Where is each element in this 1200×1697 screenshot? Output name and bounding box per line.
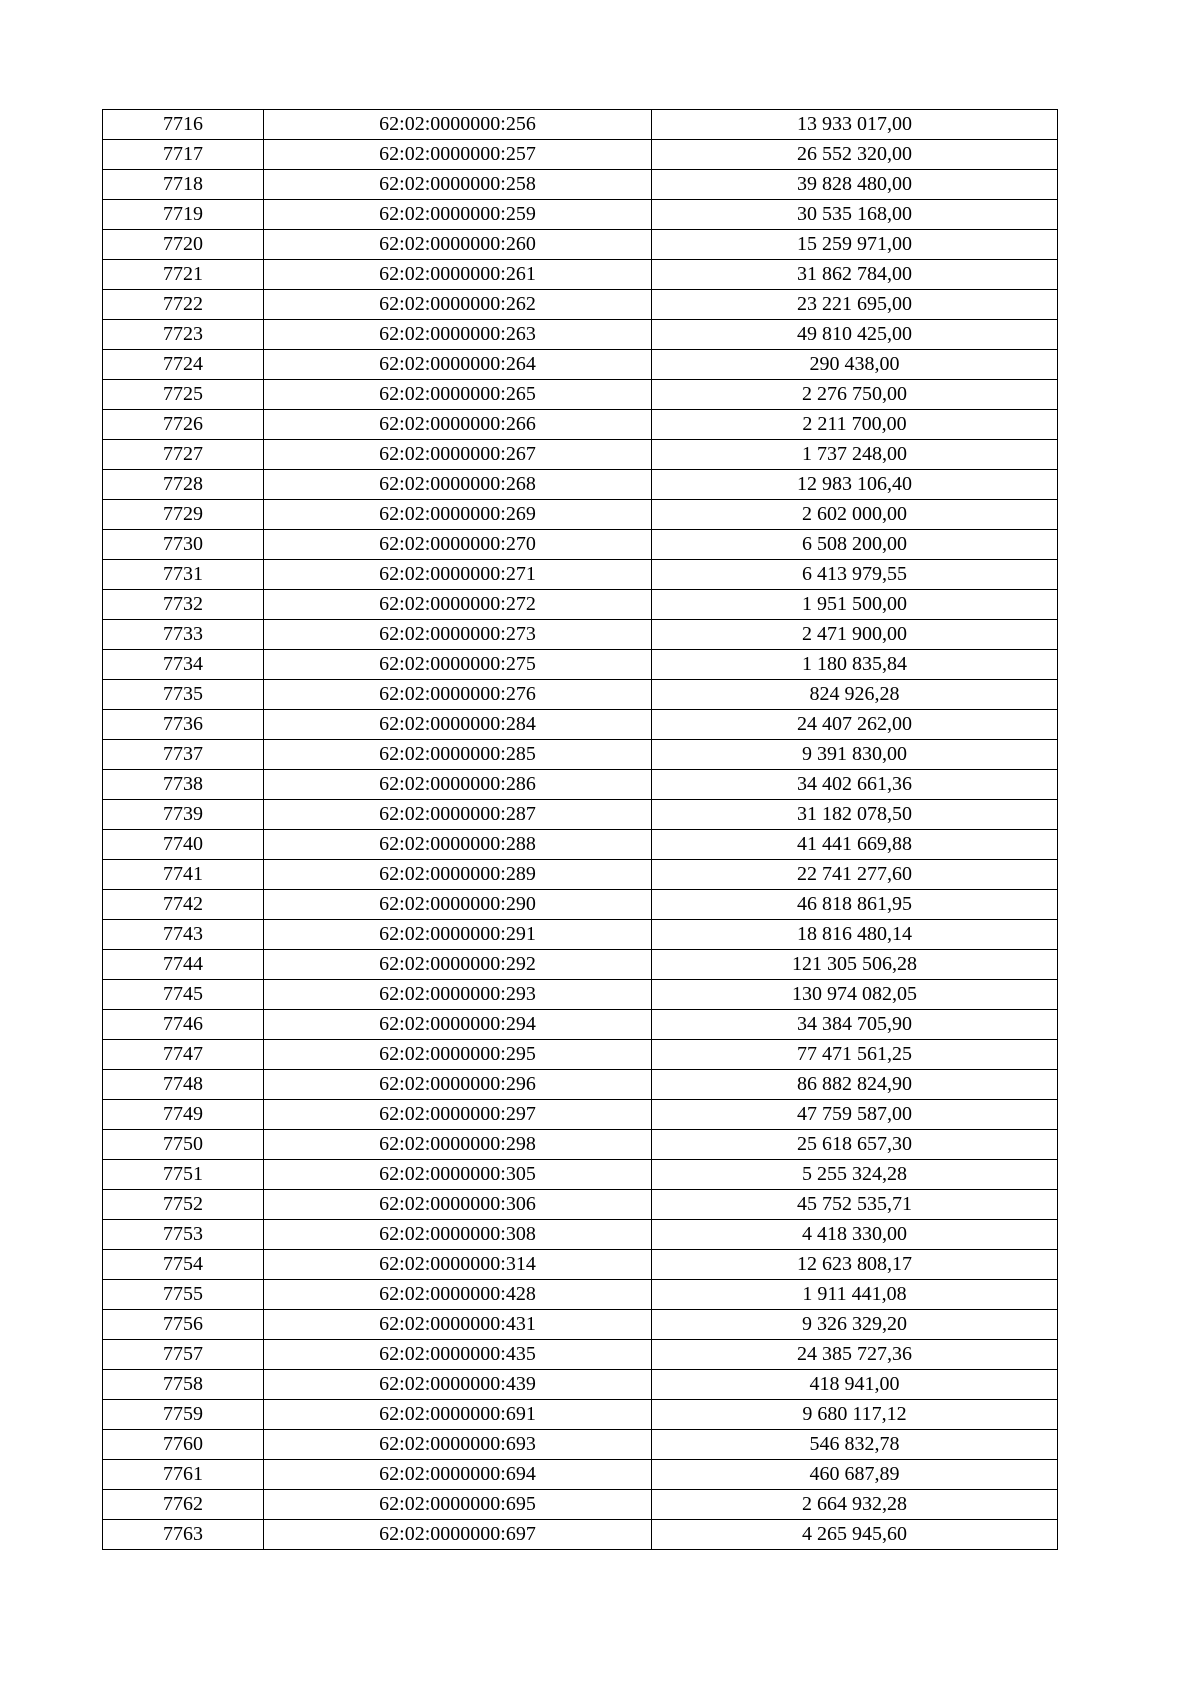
cadastral-value-cell: 9 680 117,12: [652, 1400, 1058, 1430]
cadastral-value-cell: 130 974 082,05: [652, 980, 1058, 1010]
cadastral-number-cell: 62:02:0000000:288: [264, 830, 652, 860]
cadastral-value-cell: 46 818 861,95: [652, 890, 1058, 920]
row-number-cell: 7729: [103, 500, 264, 530]
table-row: [103, 650, 1058, 680]
row-number-cell: 7725: [103, 380, 264, 410]
table-row: [103, 170, 1058, 200]
table-row: [103, 1190, 1058, 1220]
row-number-cell: 7728: [103, 470, 264, 500]
cadastral-number-cell: 62:02:0000000:269: [264, 500, 652, 530]
cadastral-number-cell: 62:02:0000000:291: [264, 920, 652, 950]
cadastral-value-cell: 1 951 500,00: [652, 590, 1058, 620]
cadastral-value-cell: 290 438,00: [652, 350, 1058, 380]
row-number-cell: 7746: [103, 1010, 264, 1040]
cadastral-number-cell: 62:02:0000000:272: [264, 590, 652, 620]
row-number-cell: 7750: [103, 1130, 264, 1160]
row-number-cell: 7742: [103, 890, 264, 920]
row-number-cell: 7717: [103, 140, 264, 170]
table-row: [103, 800, 1058, 830]
row-number-cell: 7749: [103, 1100, 264, 1130]
table-row: [103, 1100, 1058, 1130]
cadastral-value-cell: 34 402 661,36: [652, 770, 1058, 800]
row-number-cell: 7730: [103, 530, 264, 560]
cadastral-value-cell: 22 741 277,60: [652, 860, 1058, 890]
row-number-cell: 7719: [103, 200, 264, 230]
cadastral-value-cell: 86 882 824,90: [652, 1070, 1058, 1100]
row-number-cell: 7723: [103, 320, 264, 350]
table-row: [103, 590, 1058, 620]
cadastral-value-cell: 47 759 587,00: [652, 1100, 1058, 1130]
cadastral-number-cell: 62:02:0000000:259: [264, 200, 652, 230]
table-row: [103, 1160, 1058, 1190]
cadastral-value-cell: 24 385 727,36: [652, 1340, 1058, 1370]
cadastral-value-cell: 13 933 017,00: [652, 110, 1058, 140]
cadastral-value-cell: 18 816 480,14: [652, 920, 1058, 950]
table-row: [103, 680, 1058, 710]
cadastral-value-cell: 2 471 900,00: [652, 620, 1058, 650]
cadastral-number-cell: 62:02:0000000:270: [264, 530, 652, 560]
table-body: [103, 110, 1058, 1550]
cadastral-number-cell: 62:02:0000000:275: [264, 650, 652, 680]
row-number-cell: 7748: [103, 1070, 264, 1100]
row-number-cell: 7734: [103, 650, 264, 680]
table-row: [103, 320, 1058, 350]
cadastral-number-cell: 62:02:0000000:290: [264, 890, 652, 920]
cadastral-value-cell: 9 326 329,20: [652, 1310, 1058, 1340]
cadastral-number-cell: 62:02:0000000:266: [264, 410, 652, 440]
row-number-cell: 7722: [103, 290, 264, 320]
cadastral-value-cell: 6 508 200,00: [652, 530, 1058, 560]
table-row: [103, 230, 1058, 260]
table-row: [103, 1460, 1058, 1490]
table-row: [103, 140, 1058, 170]
cadastral-number-cell: 62:02:0000000:289: [264, 860, 652, 890]
row-number-cell: 7738: [103, 770, 264, 800]
cadastral-value-cell: 12 983 106,40: [652, 470, 1058, 500]
row-number-cell: 7737: [103, 740, 264, 770]
row-number-cell: 7752: [103, 1190, 264, 1220]
cadastral-number-cell: 62:02:0000000:285: [264, 740, 652, 770]
row-number-cell: 7731: [103, 560, 264, 590]
cadastral-value-cell: 77 471 561,25: [652, 1040, 1058, 1070]
cadastral-value-cell: 26 552 320,00: [652, 140, 1058, 170]
table-row: [103, 1010, 1058, 1040]
table-row: [103, 530, 1058, 560]
row-number-cell: 7755: [103, 1280, 264, 1310]
cadastral-number-cell: 62:02:0000000:296: [264, 1070, 652, 1100]
cadastral-number-cell: 62:02:0000000:271: [264, 560, 652, 590]
cadastral-number-cell: 62:02:0000000:428: [264, 1280, 652, 1310]
cadastral-number-cell: 62:02:0000000:295: [264, 1040, 652, 1070]
cadastral-value-cell: 41 441 669,88: [652, 830, 1058, 860]
row-number-cell: 7745: [103, 980, 264, 1010]
cadastral-value-cell: 4 418 330,00: [652, 1220, 1058, 1250]
table-row: [103, 890, 1058, 920]
cadastral-value-cell: 1 911 441,08: [652, 1280, 1058, 1310]
cadastral-number-cell: 62:02:0000000:693: [264, 1430, 652, 1460]
cadastral-number-cell: 62:02:0000000:262: [264, 290, 652, 320]
table-row: [103, 1280, 1058, 1310]
cadastral-value-cell: 2 276 750,00: [652, 380, 1058, 410]
cadastral-value-cell: 15 259 971,00: [652, 230, 1058, 260]
cadastral-value-cell: 45 752 535,71: [652, 1190, 1058, 1220]
row-number-cell: 7733: [103, 620, 264, 650]
cadastral-value-cell: 12 623 808,17: [652, 1250, 1058, 1280]
cadastral-value-cell: 418 941,00: [652, 1370, 1058, 1400]
cadastral-value-cell: 2 211 700,00: [652, 410, 1058, 440]
cadastral-value-cell: 1 737 248,00: [652, 440, 1058, 470]
row-number-cell: 7761: [103, 1460, 264, 1490]
row-number-cell: 7763: [103, 1520, 264, 1550]
cadastral-number-cell: 62:02:0000000:695: [264, 1490, 652, 1520]
row-number-cell: 7718: [103, 170, 264, 200]
cadastral-number-cell: 62:02:0000000:267: [264, 440, 652, 470]
cadastral-value-cell: 34 384 705,90: [652, 1010, 1058, 1040]
cadastral-value-cell: 5 255 324,28: [652, 1160, 1058, 1190]
cadastral-number-cell: 62:02:0000000:276: [264, 680, 652, 710]
cadastral-value-cell: 121 305 506,28: [652, 950, 1058, 980]
row-number-cell: 7732: [103, 590, 264, 620]
cadastral-number-cell: 62:02:0000000:265: [264, 380, 652, 410]
cadastral-value-cell: 31 182 078,50: [652, 800, 1058, 830]
table-row: [103, 1070, 1058, 1100]
cadastral-value-cell: 546 832,78: [652, 1430, 1058, 1460]
cadastral-number-cell: 62:02:0000000:258: [264, 170, 652, 200]
row-number-cell: 7720: [103, 230, 264, 260]
table-row: [103, 290, 1058, 320]
row-number-cell: 7739: [103, 800, 264, 830]
row-number-cell: 7760: [103, 1430, 264, 1460]
row-number-cell: 7716: [103, 110, 264, 140]
row-number-cell: 7727: [103, 440, 264, 470]
cadastral-value-cell: 39 828 480,00: [652, 170, 1058, 200]
cadastral-number-cell: 62:02:0000000:264: [264, 350, 652, 380]
table-row: [103, 1370, 1058, 1400]
cadastral-number-cell: 62:02:0000000:431: [264, 1310, 652, 1340]
table-row: [103, 770, 1058, 800]
table-row: [103, 740, 1058, 770]
table-row: [103, 1400, 1058, 1430]
cadastral-number-cell: 62:02:0000000:435: [264, 1340, 652, 1370]
row-number-cell: 7751: [103, 1160, 264, 1190]
cadastral-number-cell: 62:02:0000000:273: [264, 620, 652, 650]
cadastral-value-cell: 6 413 979,55: [652, 560, 1058, 590]
table-row: [103, 200, 1058, 230]
table-row: [103, 1130, 1058, 1160]
row-number-cell: 7757: [103, 1340, 264, 1370]
cadastral-value-cell: 25 618 657,30: [652, 1130, 1058, 1160]
row-number-cell: 7754: [103, 1250, 264, 1280]
row-number-cell: 7735: [103, 680, 264, 710]
cadastral-number-cell: 62:02:0000000:697: [264, 1520, 652, 1550]
table-row: [103, 1490, 1058, 1520]
table-row: [103, 950, 1058, 980]
table-row: [103, 1220, 1058, 1250]
row-number-cell: 7747: [103, 1040, 264, 1070]
cadastral-number-cell: 62:02:0000000:294: [264, 1010, 652, 1040]
cadastral-number-cell: 62:02:0000000:268: [264, 470, 652, 500]
cadastral-value-cell: 824 926,28: [652, 680, 1058, 710]
table-row: [103, 410, 1058, 440]
row-number-cell: 7721: [103, 260, 264, 290]
cadastral-number-cell: 62:02:0000000:257: [264, 140, 652, 170]
row-number-cell: 7744: [103, 950, 264, 980]
table-row: [103, 1430, 1058, 1460]
cadastral-value-cell: 9 391 830,00: [652, 740, 1058, 770]
cadastral-value-cell: 2 664 932,28: [652, 1490, 1058, 1520]
cadastral-number-cell: 62:02:0000000:260: [264, 230, 652, 260]
table-row: [103, 350, 1058, 380]
cadastral-number-cell: 62:02:0000000:286: [264, 770, 652, 800]
table-row: [103, 860, 1058, 890]
row-number-cell: 7736: [103, 710, 264, 740]
row-number-cell: 7724: [103, 350, 264, 380]
cadastral-value-cell: 24 407 262,00: [652, 710, 1058, 740]
cadastral-value-cell: 4 265 945,60: [652, 1520, 1058, 1550]
table-row: [103, 440, 1058, 470]
table-row: [103, 1040, 1058, 1070]
row-number-cell: 7726: [103, 410, 264, 440]
row-number-cell: 7759: [103, 1400, 264, 1430]
cadastral-number-cell: 62:02:0000000:297: [264, 1100, 652, 1130]
cadastral-number-cell: 62:02:0000000:691: [264, 1400, 652, 1430]
table-row: [103, 980, 1058, 1010]
cadastral-number-cell: 62:02:0000000:694: [264, 1460, 652, 1490]
table-row: [103, 1520, 1058, 1550]
table-row: [103, 1310, 1058, 1340]
cadastral-number-cell: 62:02:0000000:293: [264, 980, 652, 1010]
cadastral-value-cell: 23 221 695,00: [652, 290, 1058, 320]
cadastral-value-cell: 49 810 425,00: [652, 320, 1058, 350]
cadastral-number-cell: 62:02:0000000:305: [264, 1160, 652, 1190]
cadastral-number-cell: 62:02:0000000:306: [264, 1190, 652, 1220]
cadastral-number-cell: 62:02:0000000:284: [264, 710, 652, 740]
cadastral-number-cell: 62:02:0000000:314: [264, 1250, 652, 1280]
table-row: [103, 380, 1058, 410]
row-number-cell: 7741: [103, 860, 264, 890]
row-number-cell: 7753: [103, 1220, 264, 1250]
cadastral-number-cell: 62:02:0000000:256: [264, 110, 652, 140]
table-row: [103, 110, 1058, 140]
table-row: [103, 920, 1058, 950]
table-row: [103, 710, 1058, 740]
cadastral-number-cell: 62:02:0000000:308: [264, 1220, 652, 1250]
row-number-cell: 7740: [103, 830, 264, 860]
cadastral-number-cell: 62:02:0000000:287: [264, 800, 652, 830]
table-row: [103, 560, 1058, 590]
table-row: [103, 1340, 1058, 1370]
table-row: [103, 620, 1058, 650]
cadastral-number-cell: 62:02:0000000:261: [264, 260, 652, 290]
cadastral-number-cell: 62:02:0000000:292: [264, 950, 652, 980]
cadastral-value-cell: 1 180 835,84: [652, 650, 1058, 680]
cadastral-value-table: [102, 109, 1058, 1550]
table-row: [103, 830, 1058, 860]
table-row: [103, 1250, 1058, 1280]
cadastral-number-cell: 62:02:0000000:298: [264, 1130, 652, 1160]
row-number-cell: 7756: [103, 1310, 264, 1340]
row-number-cell: 7758: [103, 1370, 264, 1400]
cadastral-value-cell: 460 687,89: [652, 1460, 1058, 1490]
cadastral-value-cell: 31 862 784,00: [652, 260, 1058, 290]
cadastral-number-cell: 62:02:0000000:263: [264, 320, 652, 350]
table-row: [103, 470, 1058, 500]
cadastral-number-cell: 62:02:0000000:439: [264, 1370, 652, 1400]
table-row: [103, 260, 1058, 290]
cadastral-value-cell: 2 602 000,00: [652, 500, 1058, 530]
row-number-cell: 7743: [103, 920, 264, 950]
row-number-cell: 7762: [103, 1490, 264, 1520]
table-row: [103, 500, 1058, 530]
cadastral-value-cell: 30 535 168,00: [652, 200, 1058, 230]
